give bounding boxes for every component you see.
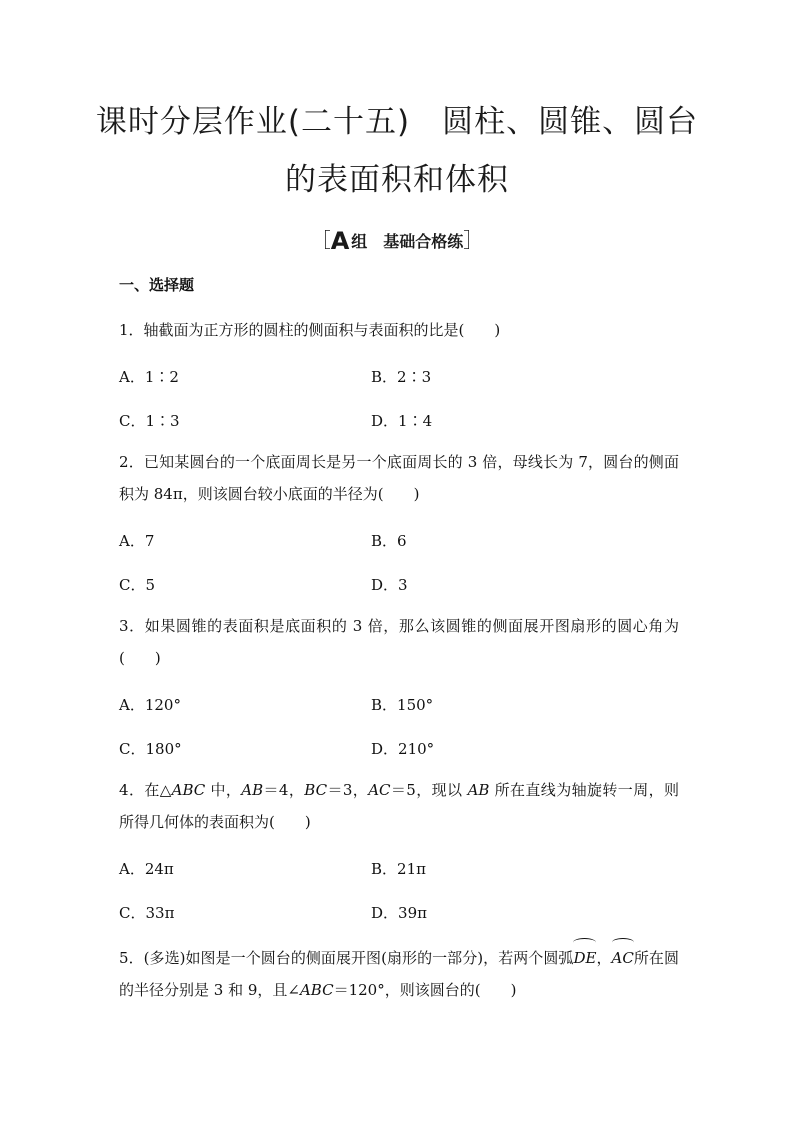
section-heading: 一、选择题 bbox=[119, 276, 195, 294]
question-3-stem: 3．如果圆锥的表面积是底面积的 3 倍，那么该圆锥的侧面展开图扇形的圆心角为( ) bbox=[119, 617, 679, 667]
page-title-line-1: 课时分层作业(二十五) 圆柱、圆锥、圆台 bbox=[95, 104, 699, 140]
bracket-close: ］ bbox=[463, 228, 484, 252]
arc-de: DE bbox=[573, 938, 596, 974]
question-2-option-c: C．5 bbox=[119, 576, 156, 594]
question-4-option-b: B．21π bbox=[371, 860, 426, 878]
question-4-stem: 4．在△ABC 中，AB＝4，BC＝3，AC＝5，现以 AB 所在直线为轴旋转一周，则所得几何体的表面积为( ) bbox=[119, 781, 679, 831]
group-text: 组 基础合格练 bbox=[351, 232, 464, 251]
group-heading bbox=[0, 224, 794, 255]
question-4-option-c: C．33π bbox=[119, 904, 175, 922]
question-3-option-b: B．150° bbox=[371, 696, 434, 714]
question-1-option-a: A．1∶2 bbox=[119, 368, 179, 386]
question-1-option-d: D．1∶4 bbox=[371, 412, 433, 430]
page-title-line-2: 的表面积和体积 bbox=[285, 162, 509, 198]
question-3-option-c: C．180° bbox=[119, 740, 182, 758]
question-3-option-d: D．210° bbox=[371, 740, 435, 758]
question-1-option-b: B．2∶3 bbox=[371, 368, 432, 386]
question-5-stem: 5．(多选)如图是一个圆台的侧面展开图(扇形的一部分)，若两个圆弧DE，AC所在圆的半径分别是 3 和 9，且∠ABC＝120°，则该圆台的( ) bbox=[119, 938, 679, 1006]
question-2-option-d: D．3 bbox=[371, 576, 408, 594]
question-3-option-a: A．120° bbox=[119, 696, 181, 714]
arc-ac: AC bbox=[612, 938, 634, 974]
question-2-stem: 2．已知某圆台的一个底面周长是另一个底面周长的 3 倍，母线长为 7，圆台的侧面积为 84π，则该圆台较小底面的半径为( ) bbox=[119, 453, 679, 503]
question-2-option-b: B．6 bbox=[371, 532, 407, 550]
question-1-stem: 1．轴截面为正方形的圆柱的侧面积与表面积的比是( ) bbox=[119, 321, 501, 339]
bracket-open: ［ bbox=[310, 228, 331, 252]
question-2-option-a: A．7 bbox=[119, 532, 155, 550]
question-4-option-d: D．39π bbox=[371, 904, 427, 922]
question-4-option-a: A．24π bbox=[119, 860, 174, 878]
question-1-option-c: C．1∶3 bbox=[119, 412, 180, 430]
group-letter: A bbox=[330, 227, 350, 255]
